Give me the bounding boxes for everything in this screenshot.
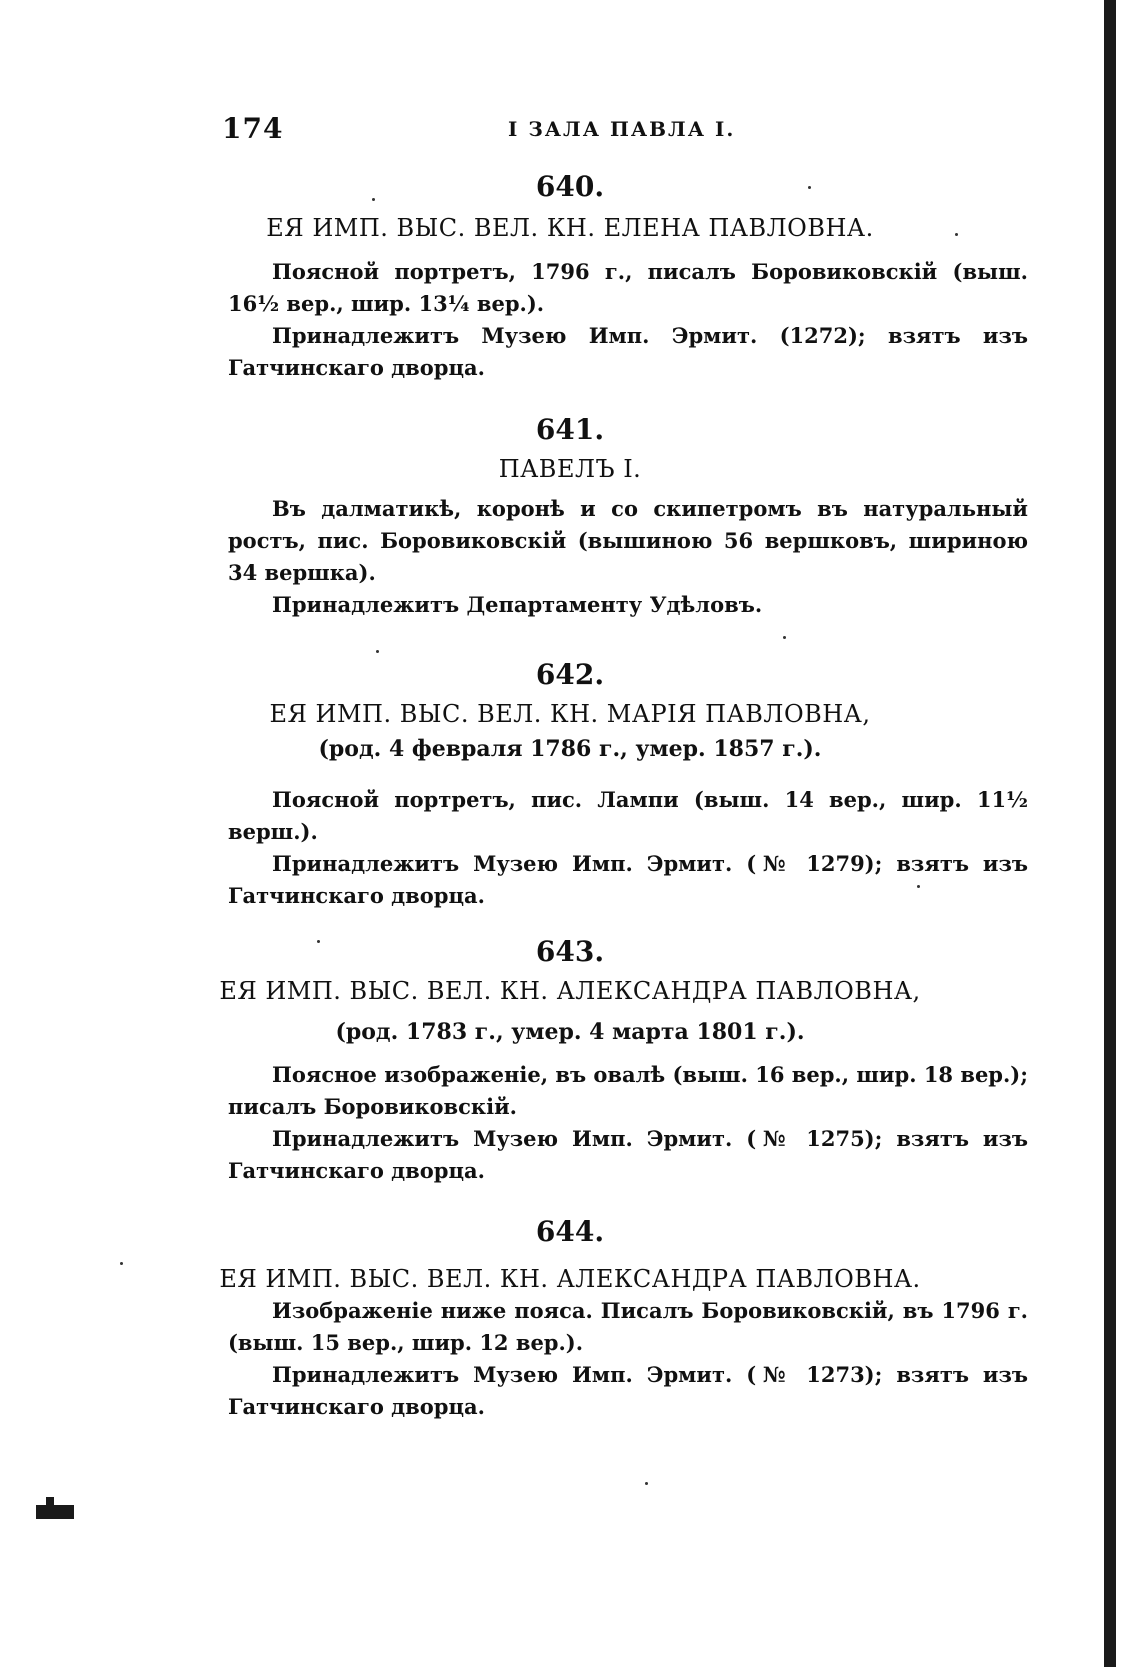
entry-description: Поясное изображеніе, въ овалѣ (выш. 16 вер., шир. 18 вер.); писалъ Боровиковскій. (228, 1062, 1028, 1119)
entry-title: ЕЯ ИМП. ВЫС. ВЕЛ. КН. ЕЛЕНА ПАВЛОВНА. (266, 214, 874, 242)
entry-description: Поясной портретъ, 1796 г., писалъ Боровиковскій (выш. 16½ вер., шир. 13¼ вер.). (228, 259, 1028, 316)
entry-description: Въ далматикѣ, коронѣ и со скипетромъ въ натуральный ростъ, пис. Боровиковскій (вышиною 56 вершковъ, шириною 34 вершка). (228, 496, 1028, 585)
scan-artifact-mark (36, 1505, 74, 1519)
entry-subtitle: (род. 4 февраля 1786 г., умер. 1857 г.). (318, 736, 822, 762)
entry-number: 644. (535, 1215, 605, 1248)
entry-subtitle: (род. 1783 г., умер. 4 марта 1801 г.). (335, 1019, 805, 1045)
running-head: I ЗАЛА ПАВЛА I. (508, 117, 736, 141)
entry-provenance: Принадлежитъ Музею Имп. Эрмит. (№ 1273); взятъ изъ Гатчинскаго дворца. (228, 1362, 1028, 1419)
entry-title: ЕЯ ИМП. ВЫС. ВЕЛ. КН. МАРІЯ ПАВЛОВНА, (269, 700, 871, 728)
entry-description: Изображеніе ниже пояса. Писалъ Боровиковскій, въ 1796 г. (выш. 15 вер., шир. 12 вер.). (228, 1298, 1028, 1355)
scan-speck (783, 636, 786, 639)
page-number: 174 (222, 112, 284, 145)
page-header (0, 112, 1140, 145)
entry-title: ЕЯ ИМП. ВЫС. ВЕЛ. КН. АЛЕКСАНДРА ПАВЛОВНА. (219, 1265, 921, 1293)
entry-description: Поясной портретъ, пис. Лампи (выш. 14 вер., шир. 11½ верш.). (228, 787, 1028, 844)
entry-title: ЕЯ ИМП. ВЫС. ВЕЛ. КН. АЛЕКСАНДРА ПАВЛОВНА, (219, 977, 921, 1005)
page-edge-shadow (1104, 0, 1116, 1667)
entry-number: 642. (535, 658, 605, 691)
entry-title: ПАВЕЛЪ I. (498, 455, 642, 483)
entry-provenance: Принадлежитъ Музею Имп. Эрмит. (№ 1279); взятъ изъ Гатчинскаго дворца. (228, 851, 1028, 908)
scan-speck (645, 1482, 648, 1485)
entry-number: 643. (535, 935, 605, 968)
entry-number: 640. (535, 170, 605, 203)
entry-provenance: Принадлежитъ Музею Имп. Эрмит. (№ 1275); взятъ изъ Гатчинскаго дворца. (228, 1126, 1028, 1183)
entry-provenance: Принадлежитъ Музею Имп. Эрмит. (1272); взятъ изъ Гатчинскаго дворца. (228, 323, 1028, 380)
scan-speck (376, 650, 379, 653)
entry-provenance: Принадлежитъ Департаменту Удѣловъ. (272, 592, 763, 617)
entry-number: 641. (535, 413, 605, 446)
